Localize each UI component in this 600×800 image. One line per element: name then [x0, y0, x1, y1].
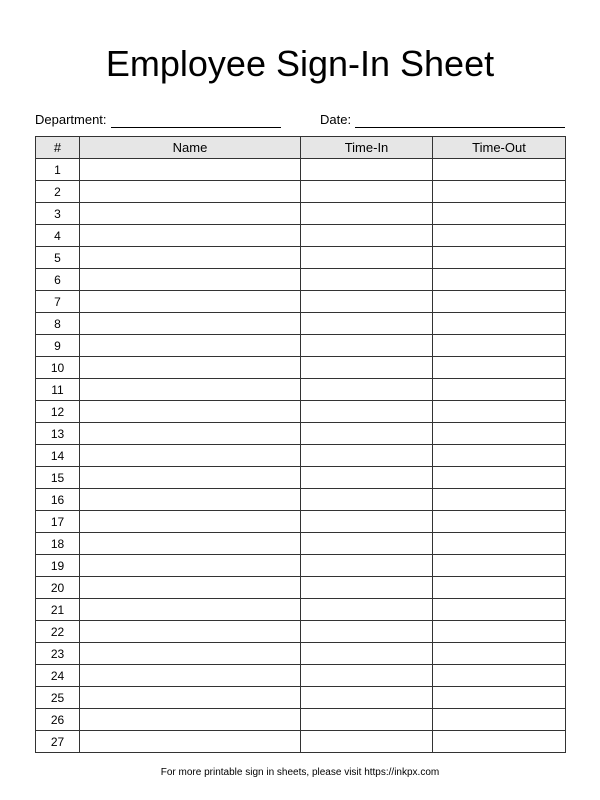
time-in-cell — [301, 357, 433, 379]
time-in-cell — [301, 489, 433, 511]
table-row — [36, 489, 566, 511]
table-row — [36, 269, 566, 291]
time-out-cell — [433, 621, 566, 643]
row-number-cell: 18 — [36, 533, 80, 555]
row-number-cell: 14 — [36, 445, 80, 467]
row-number-cell: 8 — [36, 313, 80, 335]
row-number-cell: 12 — [36, 401, 80, 423]
name-cell — [80, 247, 301, 269]
time-in-cell — [301, 599, 433, 621]
table-row — [36, 291, 566, 313]
time-out-cell — [433, 401, 566, 423]
time-in-cell — [301, 247, 433, 269]
table-row — [36, 203, 566, 225]
name-cell — [80, 511, 301, 533]
date-field — [320, 110, 565, 128]
name-cell — [80, 467, 301, 489]
time-out-cell — [433, 687, 566, 709]
time-out-cell — [433, 533, 566, 555]
header-number: # — [36, 137, 80, 159]
time-out-cell — [433, 489, 566, 511]
table-row — [36, 335, 566, 357]
name-cell — [80, 203, 301, 225]
name-cell — [80, 181, 301, 203]
time-in-cell — [301, 731, 433, 753]
row-number-cell: 15 — [36, 467, 80, 489]
row-number-cell: 17 — [36, 511, 80, 533]
name-cell — [80, 665, 301, 687]
row-number-cell: 25 — [36, 687, 80, 709]
row-number-cell: 20 — [36, 577, 80, 599]
time-in-cell — [301, 643, 433, 665]
row-number-cell: 13 — [36, 423, 80, 445]
time-out-cell — [433, 357, 566, 379]
sign-in-table — [35, 136, 566, 753]
row-number-cell: 1 — [36, 159, 80, 181]
header-time-out: Time-Out — [433, 137, 566, 159]
name-cell — [80, 159, 301, 181]
time-out-cell — [433, 643, 566, 665]
table-row — [36, 181, 566, 203]
table-row — [36, 445, 566, 467]
table-row — [36, 401, 566, 423]
name-cell — [80, 731, 301, 753]
name-cell — [80, 401, 301, 423]
name-cell — [80, 687, 301, 709]
row-number-cell: 19 — [36, 555, 80, 577]
name-cell — [80, 533, 301, 555]
table-row — [36, 313, 566, 335]
table-row — [36, 467, 566, 489]
time-in-cell — [301, 709, 433, 731]
time-in-cell — [301, 203, 433, 225]
time-in-cell — [301, 379, 433, 401]
name-cell — [80, 379, 301, 401]
time-in-cell — [301, 313, 433, 335]
time-in-cell — [301, 621, 433, 643]
time-in-cell — [301, 269, 433, 291]
time-out-cell — [433, 467, 566, 489]
time-out-cell — [433, 379, 566, 401]
name-cell — [80, 555, 301, 577]
time-in-cell — [301, 291, 433, 313]
row-number-cell: 26 — [36, 709, 80, 731]
row-number-cell: 16 — [36, 489, 80, 511]
name-cell — [80, 335, 301, 357]
date-label: Date: — [320, 112, 352, 127]
time-out-cell — [433, 555, 566, 577]
time-in-cell — [301, 159, 433, 181]
row-number-cell: 3 — [36, 203, 80, 225]
department-label: Department: — [35, 112, 107, 127]
name-cell — [80, 489, 301, 511]
header-time-in: Time-In — [301, 137, 433, 159]
name-cell — [80, 357, 301, 379]
time-in-cell — [301, 445, 433, 467]
time-out-cell — [433, 247, 566, 269]
row-number-cell: 24 — [36, 665, 80, 687]
time-in-cell — [301, 225, 433, 247]
table-row — [36, 379, 566, 401]
table-row — [36, 555, 566, 577]
page-title: Employee Sign-In Sheet — [105, 43, 495, 84]
table-row — [36, 423, 566, 445]
time-in-cell — [301, 511, 433, 533]
table-row — [36, 665, 566, 687]
name-cell — [80, 423, 301, 445]
time-out-cell — [433, 269, 566, 291]
table-row — [36, 687, 566, 709]
table-row — [36, 577, 566, 599]
time-out-cell — [433, 181, 566, 203]
time-out-cell — [433, 709, 566, 731]
department-blank-line — [111, 112, 281, 128]
date-blank-line — [355, 112, 565, 128]
table-row — [36, 731, 566, 753]
time-out-cell — [433, 225, 566, 247]
name-cell — [80, 621, 301, 643]
row-number-cell: 22 — [36, 621, 80, 643]
name-cell — [80, 599, 301, 621]
table-row — [36, 159, 566, 181]
time-in-cell — [301, 423, 433, 445]
row-number-cell: 4 — [36, 225, 80, 247]
table-row — [36, 357, 566, 379]
time-in-cell — [301, 335, 433, 357]
name-cell — [80, 225, 301, 247]
table-header-row — [36, 137, 566, 159]
name-cell — [80, 643, 301, 665]
table-row — [36, 225, 566, 247]
time-out-cell — [433, 599, 566, 621]
name-cell — [80, 577, 301, 599]
name-cell — [80, 709, 301, 731]
time-out-cell — [433, 731, 566, 753]
table-row — [36, 709, 566, 731]
table-row — [36, 621, 566, 643]
time-in-cell — [301, 181, 433, 203]
department-field — [35, 110, 281, 128]
time-in-cell — [301, 687, 433, 709]
time-out-cell — [433, 665, 566, 687]
table-row — [36, 247, 566, 269]
time-out-cell — [433, 159, 566, 181]
row-number-cell: 23 — [36, 643, 80, 665]
name-cell — [80, 445, 301, 467]
name-cell — [80, 313, 301, 335]
time-out-cell — [433, 313, 566, 335]
time-in-cell — [301, 533, 433, 555]
row-number-cell: 21 — [36, 599, 80, 621]
footer-note: For more printable sign in sheets, please visit https://inkpx.com — [160, 767, 440, 778]
name-cell — [80, 291, 301, 313]
time-in-cell — [301, 467, 433, 489]
time-out-cell — [433, 445, 566, 467]
row-number-cell: 7 — [36, 291, 80, 313]
table-row — [36, 643, 566, 665]
time-in-cell — [301, 665, 433, 687]
time-out-cell — [433, 203, 566, 225]
time-out-cell — [433, 335, 566, 357]
time-out-cell — [433, 577, 566, 599]
time-in-cell — [301, 577, 433, 599]
time-out-cell — [433, 291, 566, 313]
row-number-cell: 11 — [36, 379, 80, 401]
table-row — [36, 511, 566, 533]
table-row — [36, 599, 566, 621]
time-out-cell — [433, 423, 566, 445]
row-number-cell: 6 — [36, 269, 80, 291]
time-in-cell — [301, 401, 433, 423]
row-number-cell: 9 — [36, 335, 80, 357]
row-number-cell: 10 — [36, 357, 80, 379]
row-number-cell: 27 — [36, 731, 80, 753]
row-number-cell: 5 — [36, 247, 80, 269]
table-row — [36, 533, 566, 555]
header-name: Name — [80, 137, 301, 159]
row-number-cell: 2 — [36, 181, 80, 203]
time-out-cell — [433, 511, 566, 533]
time-in-cell — [301, 555, 433, 577]
name-cell — [80, 269, 301, 291]
